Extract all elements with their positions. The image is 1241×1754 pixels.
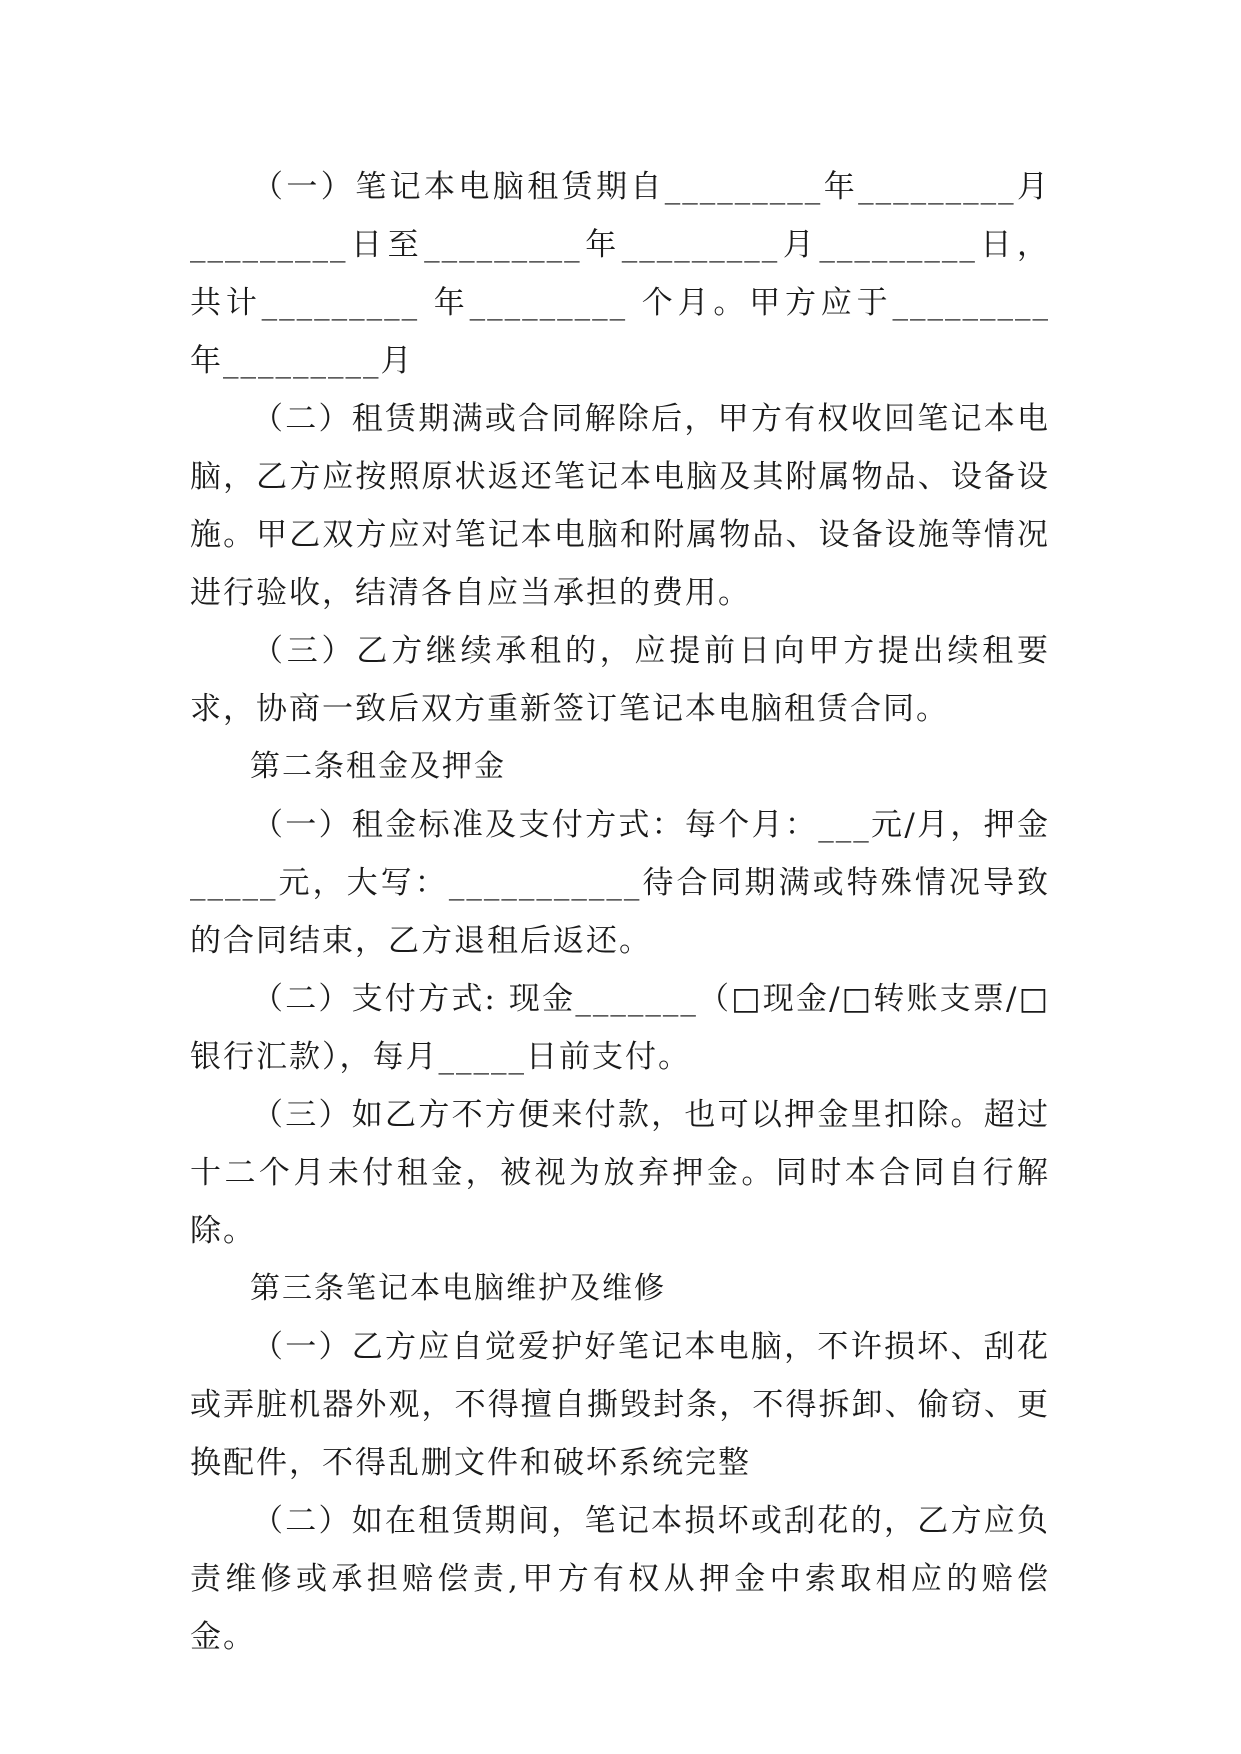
article-3-heading: 第三条笔记本电脑维护及维修 [250,1271,666,1306]
clause-repair: （二）如在租赁期间，笔记本损坏或刮花的，乙方应负责维修或承担赔偿责,甲方有权从押金中索取相应的赔偿金。 [190,1503,1050,1655]
clause-2-3-renewal: （三）乙方继续承租的，应提前日向甲方提出续租要求，协商一致后双方重新签订笔记本电脑租赁合同。 [190,633,1050,727]
document-body [190,158,1050,1666]
clause-care: （一）乙方应自觉爱护好笔记本电脑，不许损坏、刮花或弄脏机器外观，不得擅自撕毁封条，不得拆卸、偷窃、更换配件，不得乱删文件和破坏系统完整 [190,1329,1050,1481]
article-2-heading: 第二条租金及押金 [250,749,506,784]
clause-rent-standard: （一）租金标准及支付方式：每个月：___元/月，押金_____元，大写：___________待合同期满或特殊情况导致的合同结束，乙方退租后返还。 [190,807,1050,959]
clause-deposit-deduction: （三）如乙方不方便来付款，也可以押金里扣除。超过十二个月未付租金，被视为放弃押金。同时本合同自行解除。 [190,1097,1050,1249]
clause-2-1-lease-period: （一）笔记本电脑租赁期自_________年_________月_________日至_________年_________月_________日，共计_________ 年_________ 个月。甲方应于_________ 年_________月 [190,169,1050,379]
clause-payment-method: （二）支付方式: 现金_______（□现金/□转账支票/□银行汇款），每月_____日前支付。 [190,981,1050,1075]
clause-2-2-return: （二）租赁期满或合同解除后，甲方有权收回笔记本电脑，乙方应按照原状返还笔记本电脑及其附属物品、设备设施。甲乙双方应对笔记本电脑和附属物品、设备设施等情况进行验收，结清各自应当承担的费用。 [190,401,1050,611]
